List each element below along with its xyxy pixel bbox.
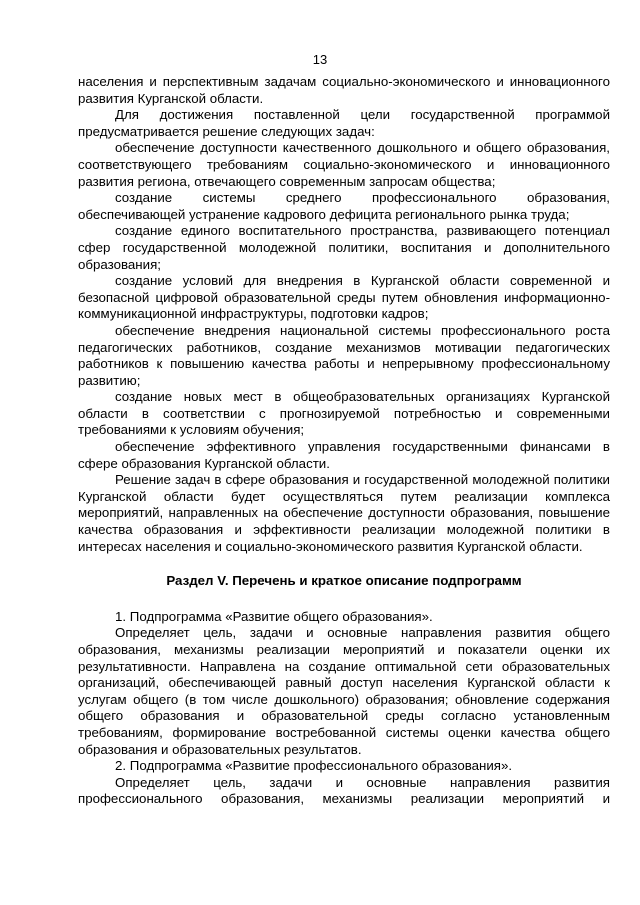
section-heading: Раздел V. Перечень и краткое описание подпрограмм [166,573,522,589]
task-item: создание условий для внедрения в Курганской области современной и безопасной цифровой образовательной среды путем обновления информационно-коммуникационной инфраструктуры, подготовки кадров; [78,273,610,322]
body-paragraph: населения и перспективным задачам социально-экономического и инновационного развития Курганской области. [78,74,610,106]
body-paragraph: Для достижения поставленной цели государственной программой предусматривается решение следующих задач: [78,107,610,139]
subprogram-description: Определяет цель, задачи и основные направления развития профессионального образования, механизмы реализации мероприятий и [78,774,610,807]
page-number: 13 [312,52,328,67]
task-item: обеспечение эффективного управления государственными финансами в сфере образования Курганской области. [78,439,610,471]
task-item: обеспечение доступности качественного дошкольного и общего образования, соответствующего требованиям социально-экономического и инновационного развития региона, отвечающего современным запросам общества; [78,140,610,189]
body-paragraph: Решение задач в сфере образования и государственной молодежной политики Курганской области будет осуществляться путем реализации комплекса мероприятий, направленных на обеспечение доступности образования, повышение качества образования и эффективности реализации молодежной политики в интересах населения и социально-экономического развития Курганской области. [78,472,610,554]
task-item: создание новых мест в общеобразовательных организациях Курганской области в соответствии с прогнозируемой потребностью и современными требованиями к условиям обучения; [78,389,610,438]
subprogram-title: 1. Подпрограмма «Развитие общего образования». [115,608,433,624]
document-body [78,74,610,808]
task-item: создание системы среднего профессионального образования, обеспечивающей устранение кадрового дефицита регионального рынка труда; [78,190,610,222]
subprogram-description: Определяет цель, задачи и основные направления развития общего образования, механизмы реализации мероприятий и показатели оценки их результативности. Направлена на создание оптимальной сети образовательных организаций, обеспечивающей равный доступ населения Курганской области к услугам общего (в том числе дошкольного) образования; обновление содержания общего образования и образовательной среды согласно установленным требованиям, формирование востребованной системы оценки качества общего образования и образовательных результатов. [78,625,610,757]
task-item: создание единого воспитательного пространства, развивающего потенциал сфер государственной молодежной политики, воспитания и дополнительного образования; [78,223,610,272]
subprogram-title: 2. Подпрограмма «Развитие профессионального образования». [115,758,513,774]
task-item: обеспечение внедрения национальной системы профессионального роста педагогических работников, создание механизмов мотивации педагогических работников к повышению качества работы и непрерывному профессиональному развитию; [78,322,610,388]
